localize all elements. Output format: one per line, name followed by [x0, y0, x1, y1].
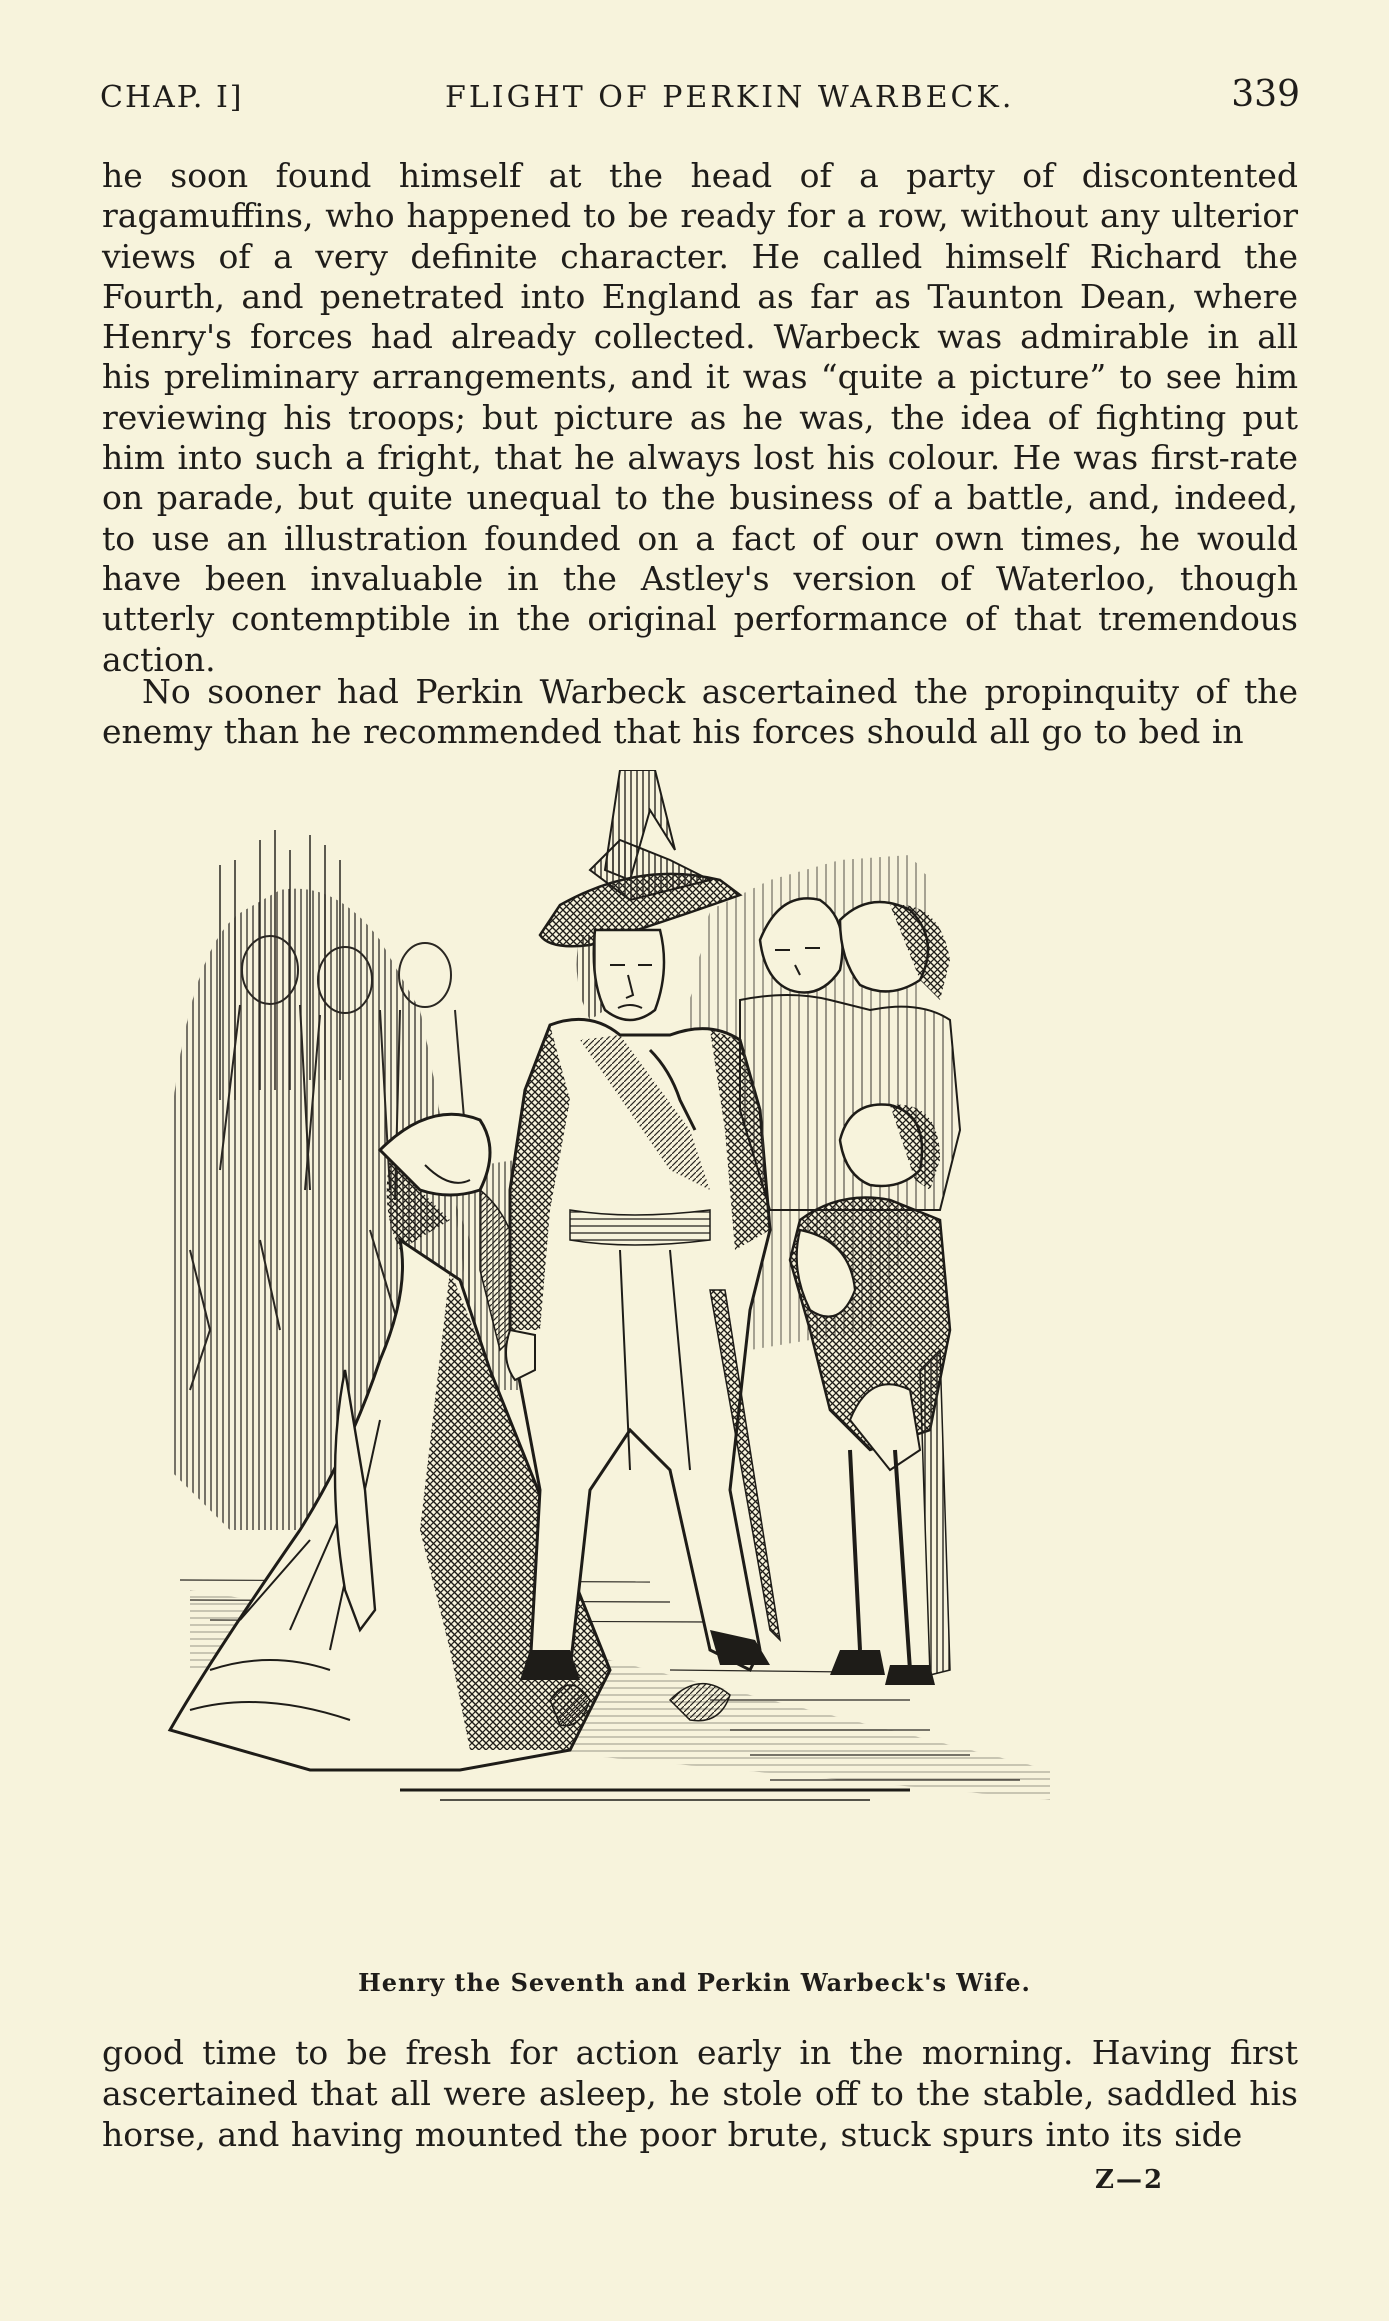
signature-mark: Z—2 [1095, 2165, 1165, 2195]
paragraph-3: good time to be fresh for action early in the morning. Having first ascertained that all were asleep, he stole off to the stable, saddled his horse, and having mounted the poor brute, stuck spurs into its side [102, 2033, 1298, 2154]
running-title: FLIGHT OF PERKIN WARBECK. [445, 80, 1015, 115]
running-header [100, 72, 1300, 122]
page-number: 339 [1231, 74, 1300, 115]
paragraph-1: he soon found himself at the head of a party of discontented ragamuffins, who happened to be ready for a row, without any ulterior views of a very definite character. He called himself Richard the Fourth, and penetrated into England as far as Taunton Dean, where Henry's forces had already collected. Warbeck was admirable in all his preliminary arrangements, and it was “quite a picture” to see him reviewing his troops; but picture as he was, the idea of fighting put him into such a fright, that he always lost his colour. He was first-rate on parade, but quite unequal to the business of a battle, and, indeed, to use an illustration founded on a fact of our own times, he would have been invaluable in the Astley's version of Waterloo, though utterly contemptible in the original performance of that tremendous action. [102, 156, 1298, 679]
chapter-label: CHAP. I] [100, 80, 244, 115]
illustration-caption: Henry the Seventh and Perkin Warbeck's Wife. [358, 1968, 1031, 1997]
engraving-illustration [150, 770, 1240, 1955]
paragraph-2: No sooner had Perkin Warbeck ascertained the propinquity of the enemy than he recommended that his forces should all go to bed in [102, 672, 1298, 752]
